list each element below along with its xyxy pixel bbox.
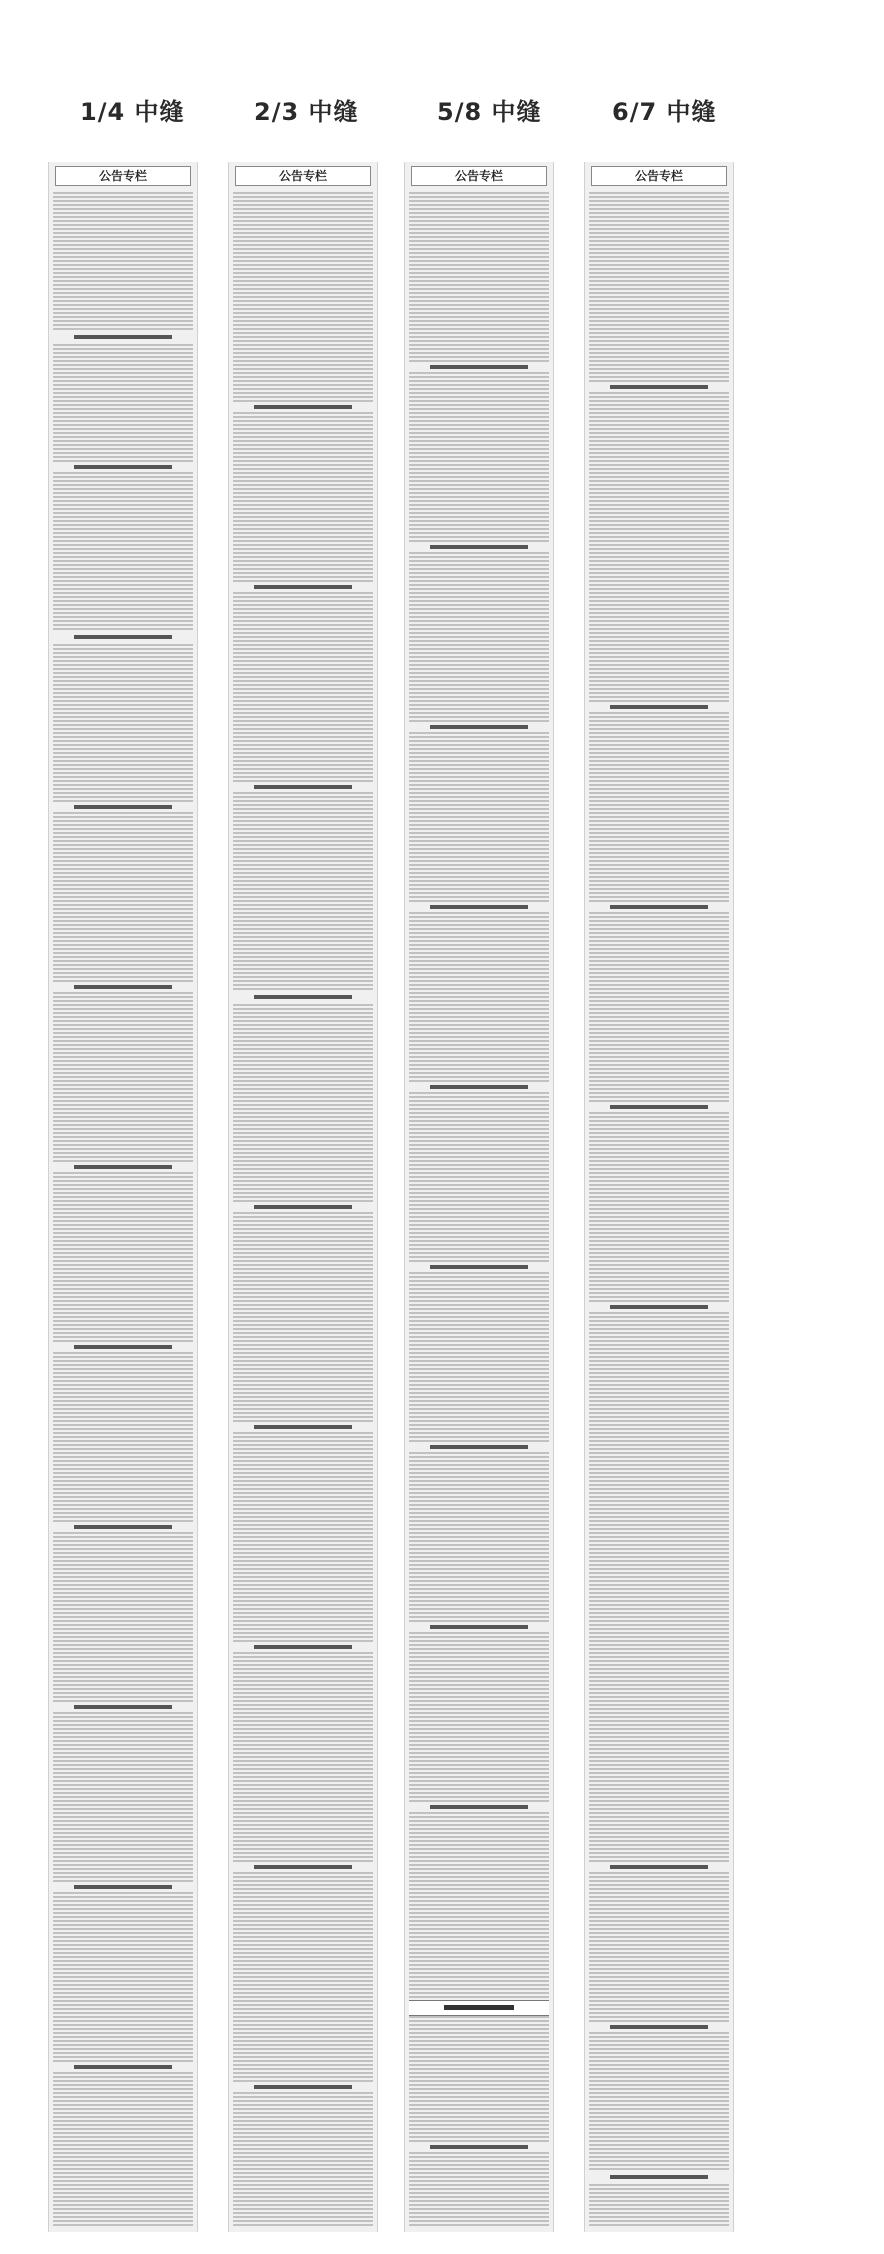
notice-column-1: [48, 162, 198, 2232]
court-heading: [53, 1342, 193, 1352]
column-title-4: 6/7 中缝: [612, 98, 717, 126]
court-heading: [409, 362, 549, 372]
court-heading: [409, 542, 549, 552]
court-heading: [233, 402, 373, 412]
court-heading: [409, 902, 549, 912]
court-heading: [53, 2062, 193, 2072]
court-heading: [409, 1262, 549, 1272]
column-title-3: 5/8 中缝: [437, 98, 542, 126]
court-heading: [233, 1202, 373, 1212]
execution-notice-title: [409, 2000, 549, 2016]
court-heading: [53, 332, 193, 342]
notice-text-block: [409, 192, 549, 2228]
notice-column-2: [228, 162, 378, 2232]
court-heading: [589, 902, 729, 912]
court-heading: [233, 1862, 373, 1872]
court-heading: [589, 1862, 729, 1872]
court-heading: [233, 782, 373, 792]
court-heading: [589, 2172, 729, 2182]
court-heading: [233, 992, 373, 1002]
notice-column-4: [584, 162, 734, 2232]
notice-text-block: [53, 192, 193, 2228]
court-heading: [53, 1702, 193, 1712]
court-heading: [53, 1882, 193, 1892]
column-header: 公告专栏: [591, 166, 727, 186]
court-heading: [589, 2022, 729, 2032]
court-heading: [589, 1102, 729, 1112]
court-heading: [233, 582, 373, 592]
court-heading: [409, 1082, 549, 1092]
court-heading: [53, 632, 193, 642]
court-heading: [409, 1442, 549, 1452]
court-heading: [53, 1522, 193, 1532]
court-heading: [589, 382, 729, 392]
court-heading: [409, 1622, 549, 1632]
court-heading: [53, 462, 193, 472]
column-header: 公告专栏: [55, 166, 191, 186]
column-header: 公告专栏: [235, 166, 371, 186]
court-heading: [589, 1302, 729, 1312]
court-heading: [233, 1422, 373, 1432]
court-heading: [53, 982, 193, 992]
court-heading: [409, 2142, 549, 2152]
court-heading: [233, 1642, 373, 1652]
court-heading: [409, 1802, 549, 1812]
court-heading: [409, 722, 549, 732]
column-header: 公告专栏: [411, 166, 547, 186]
court-heading: [53, 1162, 193, 1172]
court-heading: [233, 2082, 373, 2092]
notice-text-block: [589, 192, 729, 2228]
column-title-2: 2/3 中缝: [254, 98, 359, 126]
court-heading: [53, 802, 193, 812]
column-title-1: 1/4 中缝: [80, 98, 185, 126]
court-heading: [589, 702, 729, 712]
notice-column-3: [404, 162, 554, 2232]
